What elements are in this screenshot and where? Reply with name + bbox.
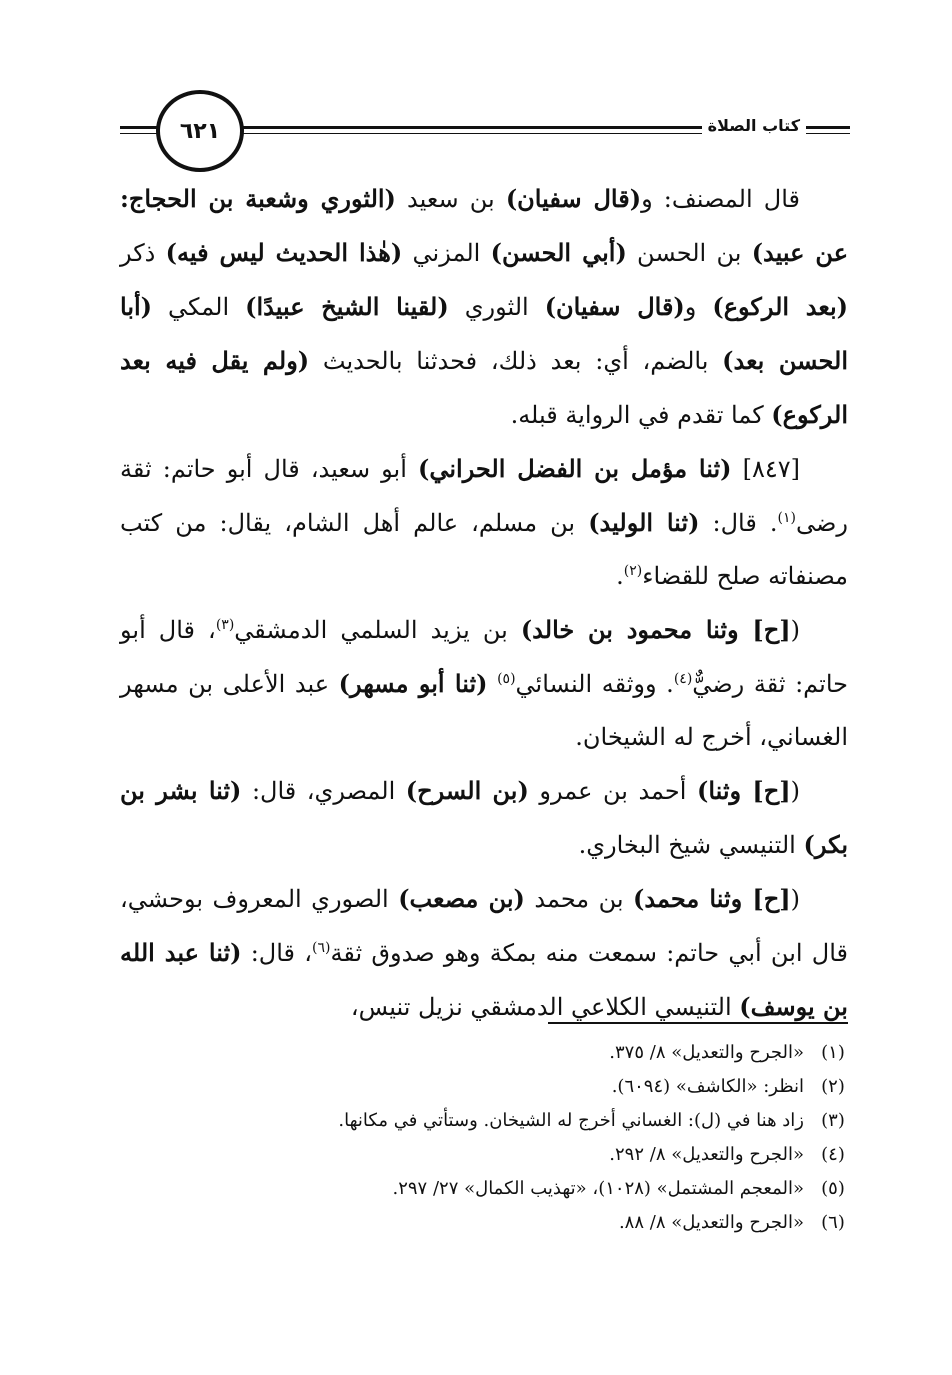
- text-run: المكي: [152, 293, 246, 321]
- footnote-number: (٣): [821, 1110, 845, 1131]
- quoted-matn: (ثنا بشر بن بكر): [120, 776, 848, 859]
- text-run: قال المصنف: و: [641, 185, 800, 213]
- text-run: .: [616, 562, 624, 590]
- quoted-matn: (ثنا الوليد): [588, 508, 700, 537]
- footnote-ref[interactable]: (٢): [623, 563, 643, 579]
- text-run: ، قال أبو حاتم: ثقة رضيٌّ: [120, 616, 848, 698]
- text-run: بالضم، أي: بعد ذلك، فحدثنا بالحديث: [309, 347, 723, 375]
- text-run: بن الحسن: [626, 239, 752, 267]
- text-run: بن مسلم، عالم أهل الشام، يقال: من كتب مصنفاته صلح للقضاء: [120, 509, 848, 590]
- text-run: الثوري: [448, 293, 545, 321]
- quoted-matn: (بعد الركوع): [712, 292, 848, 321]
- text-run: و: [684, 293, 713, 321]
- quoted-matn: (الثوري وشعبة بن الحجاج: عن عبيد): [120, 184, 849, 267]
- quoted-matn: (هٰذا الحديث ليس فيه): [165, 238, 403, 267]
- quoted-matn: [ح] وثنا محمود بن خالد): [520, 615, 791, 644]
- footnote-number: (٥): [821, 1178, 845, 1199]
- text-run: عبد الأعلى بن مسهر الغساني، أخرج له الشيخان.: [120, 670, 848, 751]
- footnotes: [120, 1036, 848, 1240]
- footnote: [120, 1070, 848, 1104]
- paragraph-3: [120, 603, 848, 764]
- footnote-text: «الجرح والتعديل» ٨/ ٢٩٢.: [609, 1144, 804, 1165]
- text-run: (: [790, 616, 800, 644]
- main-text: [120, 172, 848, 1034]
- footnote-ref[interactable]: (٦): [312, 940, 331, 956]
- paragraph-1: [120, 172, 848, 442]
- quoted-matn: (ولم يقل فيه بعد الركوع): [120, 346, 848, 429]
- paragraph-5: [120, 872, 848, 1034]
- text-run: التنيسي الكلاعي الدمشقي نزيل تنيس،: [350, 993, 740, 1021]
- text-run: الصوري المعروف بوحشي، قال ابن أبي حاتم: سمعت منه بمكة وهو صدوق ثقة: [120, 885, 848, 967]
- quoted-matn: (بن السرح): [405, 776, 529, 805]
- quoted-matn: (أبا الحسن بعد): [120, 292, 848, 375]
- footnote-number: (٤): [821, 1144, 845, 1165]
- text-run: كما تقدم في الرواية قبله.: [510, 401, 772, 429]
- footnote-ref[interactable]: (٣): [215, 617, 235, 633]
- quoted-matn: (قال سفيان): [544, 292, 685, 321]
- paragraph-4: [120, 764, 848, 872]
- footnote-text: «المعجم المشتمل» (١٠٢٨)، «تهذيب الكمال» ٢٧/ ٢٩٧.: [392, 1178, 804, 1199]
- text-run: ذكر: [120, 239, 166, 267]
- text-run: . ووثقه النسائي: [515, 670, 674, 698]
- text-run: بن يزيد السلمي الدمشقي: [234, 616, 521, 644]
- text-run: أبو سعيد، قال أبو حاتم: ثقة رضى: [120, 455, 848, 537]
- footnote-text: «الجرح والتعديل» ٨/ ٨٨.: [618, 1212, 804, 1233]
- footnote-text: انظر: «الكاشف» (٦٠٩٤).: [611, 1076, 804, 1097]
- footnote-number: (٦): [821, 1212, 845, 1233]
- text-run: . قال:: [699, 509, 778, 537]
- text-run: ، قال:: [241, 939, 313, 967]
- quoted-matn: [ح] وثنا): [696, 776, 791, 805]
- footnote-ref[interactable]: (١): [777, 510, 797, 526]
- footnote: [120, 1036, 848, 1070]
- quoted-matn: (ثنا مؤمل بن الفضل الحراني): [417, 454, 732, 483]
- footnote: [120, 1138, 848, 1172]
- footnote-ref[interactable]: (٤): [673, 671, 693, 687]
- running-title: كتاب الصلاة: [702, 116, 806, 135]
- quoted-matn: (ثنا أبو مسهر): [338, 669, 488, 698]
- hadith-number: [٨٤٧]: [731, 455, 801, 483]
- quoted-matn: (قال سفيان): [505, 184, 642, 213]
- text-run: بن محمد: [524, 885, 634, 913]
- text-run: المصري، قال:: [241, 777, 406, 805]
- paragraph-2: [120, 442, 848, 603]
- page-number: ٦٢١: [179, 118, 221, 144]
- text-run: (: [790, 885, 801, 913]
- text-run: أحمد بن عمرو: [528, 777, 697, 805]
- quoted-matn: (أبي الحسن): [490, 238, 627, 267]
- text-run: [487, 670, 497, 698]
- quoted-matn: [ح] وثنا محمد): [633, 884, 791, 913]
- quoted-matn: (بن مصعب): [398, 884, 525, 913]
- footnote-number: (١): [821, 1042, 845, 1063]
- text-run: المزني: [402, 239, 491, 267]
- footnote-text: «الجرح والتعديل» ٨/ ٣٧٥.: [609, 1042, 804, 1063]
- footnote: [120, 1172, 848, 1206]
- quoted-matn: (ثنا عبد الله بن يوسف): [120, 938, 848, 1021]
- footnote-ref[interactable]: (٥): [497, 671, 516, 687]
- footnote-separator: [548, 1022, 848, 1024]
- page-number-circle: [156, 90, 244, 172]
- footnote-number: (٢): [821, 1076, 845, 1097]
- text-run: (: [790, 777, 800, 805]
- footnote: [120, 1206, 848, 1240]
- text-run: التنيسي شيخ البخاري.: [578, 831, 804, 859]
- footnote-text: زاد هنا في (ل): الغساني أخرج له الشيخان. وستأتي في مكانها.: [338, 1110, 804, 1131]
- text-run: بن سعيد: [395, 185, 506, 213]
- page-header: [120, 88, 850, 168]
- quoted-matn: (لقينا الشيخ عبيدًا): [245, 292, 449, 321]
- footnote: [120, 1104, 848, 1138]
